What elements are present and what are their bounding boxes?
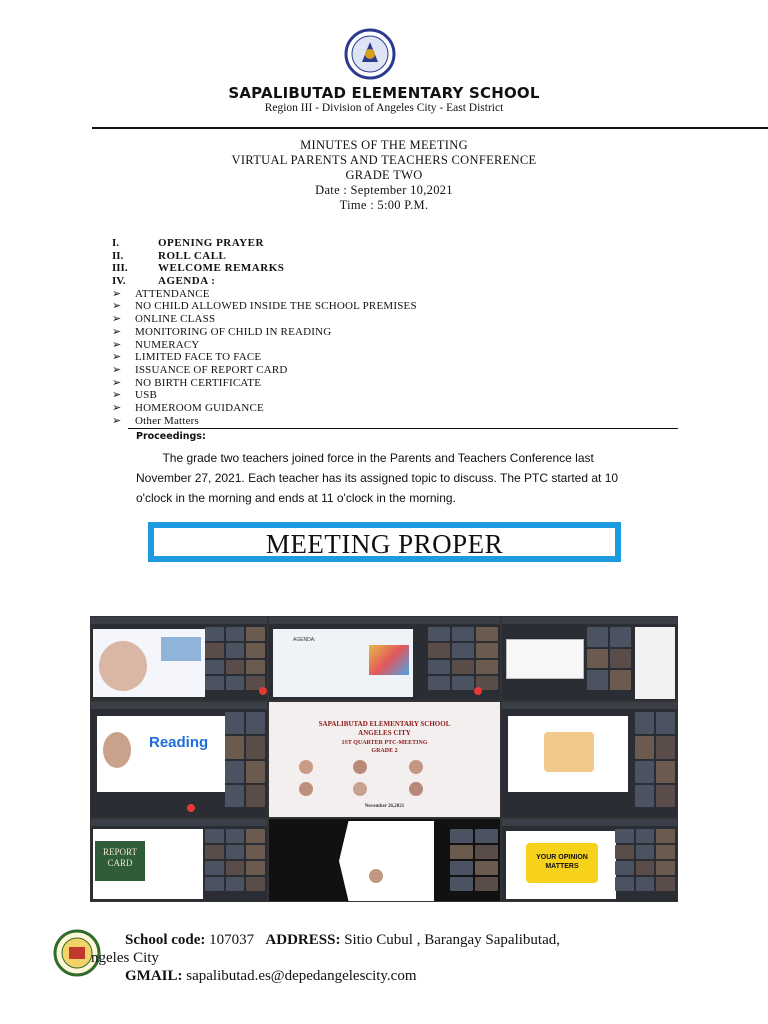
footer-address-cont: ngeles City xyxy=(91,950,159,966)
banner-title: MEETING PROPER xyxy=(265,529,504,559)
arrow-bullet-icon: ➢ xyxy=(112,351,122,364)
screenshot-ptc-title xyxy=(268,701,501,818)
agenda-slide-label: AGENDA: xyxy=(293,637,316,643)
title-line-2: VIRTUAL PARENTS AND TEACHERS CONFERENCE xyxy=(231,153,537,167)
meeting-proper-banner xyxy=(148,522,621,562)
title-block xyxy=(0,138,768,213)
arrow-bullet-icon: ➢ xyxy=(112,325,122,338)
arrow-bullet-icon: ➢ xyxy=(112,414,122,427)
proceedings-line: November 27, 2021. Each teacher has its assigned topic to discuss. The PTC started at 10 xyxy=(136,471,619,485)
screenshot-presentation xyxy=(268,818,501,902)
footer-school-code: School code: 107037 ADDRESS: Sitio Cubul , Barangay Sapalibutad, xyxy=(125,932,560,948)
proceedings-line: o'clock in the morning and ends at 11 o'clock in the morning. xyxy=(136,491,456,505)
screenshot-teacher xyxy=(90,616,268,701)
screenshot-classroom xyxy=(501,701,678,818)
arrow-bullet-icon: ➢ xyxy=(112,287,122,300)
arrow-bullet-icon: ➢ xyxy=(112,313,122,326)
proceedings-line: The grade two teachers joined force in the Parents and Teachers Conference last xyxy=(136,451,594,465)
arrow-bullet-icon: ➢ xyxy=(112,389,122,402)
title-line-1: MINUTES OF THE MEETING xyxy=(300,138,468,152)
arrow-bullet-icon: ➢ xyxy=(112,338,122,351)
region-line: Region III - Division of Angeles City - East District xyxy=(264,102,504,114)
arrow-bullet-icon: ➢ xyxy=(112,401,122,414)
collage-date: November 26,2021 xyxy=(364,804,405,809)
arrow-bullet-icon: ➢ xyxy=(112,376,122,389)
collage-title-4: GRADE 2 xyxy=(371,748,398,754)
screenshot-agenda xyxy=(268,616,501,701)
collage-title-2: ANGELES CITY xyxy=(358,729,411,737)
reading-slide-label: Reading xyxy=(149,734,209,751)
meeting-time: Time : 5:00 P.M. xyxy=(339,198,429,212)
school-name: SAPALIBUTAD ELEMENTARY SCHOOL xyxy=(228,84,540,102)
proceedings-divider xyxy=(128,428,678,429)
arrow-bullet-icon: ➢ xyxy=(112,363,122,376)
collage-title-1: SAPALIBUTAD ELEMENTARY SCHOOL xyxy=(318,720,451,728)
footer-email: GMAIL: sapalibutad.es@depedangelescity.com xyxy=(125,968,417,984)
meeting-date: Date : September 10,2021 xyxy=(315,183,453,197)
screenshot-reading xyxy=(90,701,268,818)
screenshot-opinion xyxy=(501,818,678,902)
opinion-slide-label: YOUR OPINION MATTERS xyxy=(526,843,598,883)
arrow-bullet-icon: ➢ xyxy=(112,300,122,313)
collage-title-3: 1ST QUARTER PTC-MEETING xyxy=(341,740,428,746)
title-line-3: GRADE TWO xyxy=(345,168,423,182)
screenshot-table xyxy=(501,616,678,701)
proceedings-label: Proceedings: xyxy=(136,431,206,442)
header-divider xyxy=(92,127,768,129)
report-card-slide-label: REPORT CARD xyxy=(95,841,145,881)
screenshot-report-card xyxy=(90,818,268,902)
meeting-screenshot-collage xyxy=(90,616,678,902)
proceedings-text xyxy=(136,448,656,508)
deped-seal-logo xyxy=(339,28,401,80)
